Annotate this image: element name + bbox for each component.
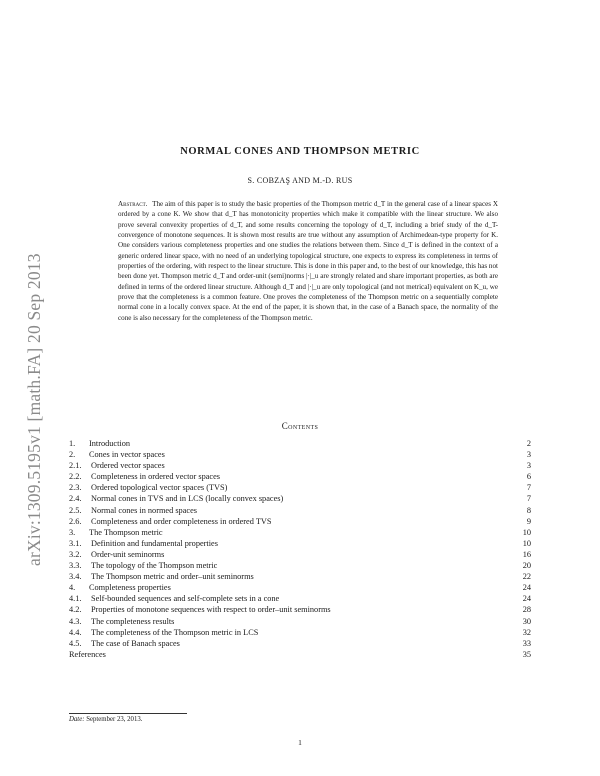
toc-label: Normal cones in normed spaces <box>91 505 197 515</box>
toc-label: Normal cones in TVS and in LCS (locally convex spaces) <box>91 494 284 504</box>
toc-number: 4.3. <box>69 616 82 626</box>
toc-entry <box>69 493 531 504</box>
toc-number: 4.5. <box>69 638 82 648</box>
toc-page: 10 <box>522 538 531 548</box>
toc-entry <box>69 549 531 560</box>
toc-number: 4.2. <box>69 605 82 615</box>
footnote-label: Date: <box>69 716 85 723</box>
toc-page: 7 <box>526 483 531 493</box>
toc-entry <box>69 560 531 571</box>
contents-heading: Contents <box>281 421 319 431</box>
toc-label: The Thompson metric <box>89 527 163 537</box>
toc-entry <box>69 482 531 493</box>
toc-label: The completeness of the Thompson metric in LCS <box>91 627 259 637</box>
toc-page: 35 <box>522 649 531 659</box>
toc-number: 2.1. <box>69 461 82 471</box>
date-footnote <box>69 716 142 723</box>
toc-number: 2.2. <box>69 472 82 482</box>
toc-label: The topology of the Thompson metric <box>91 561 218 571</box>
toc-number: 2.4. <box>69 494 82 504</box>
toc-page: 2 <box>526 439 531 448</box>
toc-page: 24 <box>522 594 531 604</box>
toc-number: 2. <box>69 450 76 460</box>
abstract <box>118 199 498 323</box>
toc-page: 22 <box>522 572 531 582</box>
toc-entry <box>69 527 531 538</box>
toc-entry <box>69 438 531 449</box>
toc-page: 6 <box>526 472 531 482</box>
toc-entry <box>69 460 531 471</box>
abstract-text: The aim of this paper is to study the basic properties of the Thompson metric d_T in the general case of a linear spaces X ordered by a cone K. We show that d_T has monotonicity properties which make it compatible with the linear structure. We also prove several convexity properties of d_T, and some results concerning the topology of d_T, including a brief study of the d_T-convergence of monotone sequences. It is shown most results are true without any assumption of Archimedean-type property for K. One considers various completeness properties and one studies the relations between them. Since d_T is defined in the context of a generic ordered linear space, with no need of an underlying topological structure, one expects to express its completeness in terms of properties of the ordering, with respect to the linear structure. This is done in this paper and, to the best of our knowledge, this has not been done yet. Thompson metric d_T and order-unit (semi)norms |·|_u are strongly related and share important properties, as both are defined in terms of the ordered linear structure. Although d_T and |·|_u are only topological (and not metrical) equivalent on K_u, we prove that the completeness is a common feature. One proves the completeness of the Thompson metric on a sequentially complete normal cone in a locally convex space. At the end of the paper, it is shown that, in the case of a Banach space, the normality of the cone is also necessary for the completeness of the Thompson metric. <box>118 200 498 322</box>
toc-page: 10 <box>522 527 531 537</box>
paper-title: NORMAL CONES AND THOMPSON METRIC <box>180 146 420 157</box>
toc-label: Order-unit seminorms <box>91 549 165 559</box>
toc-entry <box>69 627 531 638</box>
toc-entry <box>69 538 531 549</box>
toc-number: 4.4. <box>69 627 82 637</box>
toc-page: 7 <box>526 494 531 504</box>
toc-label: Ordered topological vector spaces (TVS) <box>91 483 228 493</box>
toc-page: 32 <box>522 627 531 637</box>
toc-label: Completeness and order completeness in ordered TVS <box>91 516 272 526</box>
toc-label: Self-bounded sequences and self-complete sets in a cone <box>91 594 280 604</box>
toc-label: Completeness in ordered vector spaces <box>91 472 221 482</box>
footnote-text: September 23, 2013. <box>86 716 143 723</box>
toc-page: 33 <box>522 638 531 648</box>
toc-entry <box>69 593 531 604</box>
toc-entry <box>69 582 531 593</box>
toc-number: 4. <box>69 583 76 593</box>
toc-label: Ordered vector spaces <box>91 461 165 471</box>
toc-number: 2.3. <box>69 483 82 493</box>
toc-number: 1. <box>69 439 76 448</box>
toc-page: 28 <box>522 605 531 615</box>
toc-page: 24 <box>522 583 531 593</box>
toc-number: 3.2. <box>69 549 82 559</box>
toc-entry <box>69 571 531 582</box>
toc-number: 2.5. <box>69 505 82 515</box>
toc-entry <box>69 638 531 649</box>
toc-label: The case of Banach spaces <box>91 638 180 648</box>
page-number: 1 <box>298 738 302 747</box>
toc-entry <box>69 516 531 527</box>
toc-label: Introduction <box>89 439 131 448</box>
footnote-rule <box>69 713 187 714</box>
toc-number: 3.3. <box>69 561 82 571</box>
toc-entry-references <box>69 649 531 660</box>
toc-entry <box>69 449 531 460</box>
paper-authors: S. COBZAŞ AND M.-D. RUS <box>247 176 353 185</box>
toc-entry <box>69 471 531 482</box>
toc-label: The completeness results <box>91 616 175 626</box>
toc-label: Completeness properties <box>89 583 171 593</box>
arxiv-identifier-stamp: arXiv:1309.5195v1 [math.FA] 20 Sep 2013 <box>24 253 44 566</box>
toc-page: 30 <box>522 616 531 626</box>
toc-number: 3. <box>69 527 76 537</box>
toc-entry <box>69 604 531 615</box>
toc-page: 3 <box>526 461 531 471</box>
toc-page: 20 <box>522 561 531 571</box>
toc-label: Definition and fundamental properties <box>91 538 218 548</box>
toc-label: Properties of monotone sequences with respect to order–unit seminorms <box>91 605 331 615</box>
abstract-label: Abstract. <box>118 200 148 208</box>
toc-page: 9 <box>526 516 531 526</box>
toc-entry <box>69 616 531 627</box>
toc-number: 3.1. <box>69 538 82 548</box>
toc-label: Cones in vector spaces <box>89 450 165 460</box>
toc-entry <box>69 505 531 516</box>
toc-label: References <box>69 649 106 659</box>
toc-page: 16 <box>522 549 531 559</box>
toc-label: The Thompson metric and order–unit seminorms <box>91 572 254 582</box>
toc-page: 3 <box>526 450 531 460</box>
table-of-contents <box>69 438 531 660</box>
toc-page: 8 <box>526 505 531 515</box>
toc-number: 2.6. <box>69 516 82 526</box>
toc-number: 4.1. <box>69 594 82 604</box>
toc-number: 3.4. <box>69 572 82 582</box>
